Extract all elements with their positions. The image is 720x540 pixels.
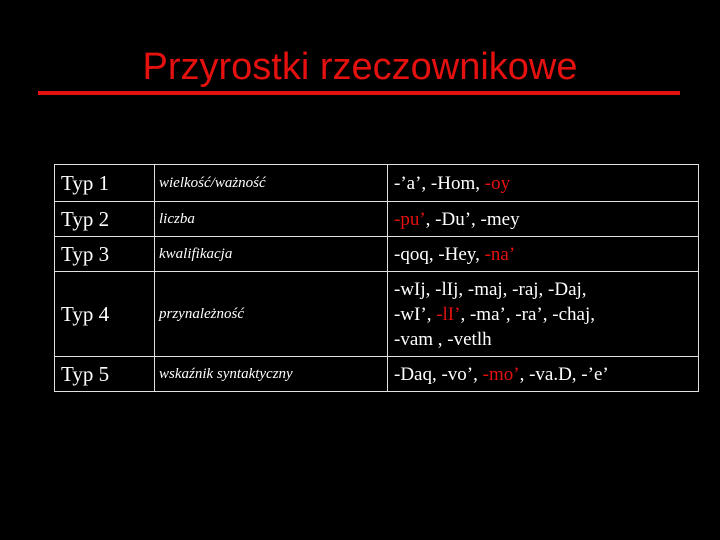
suffix-segment: -’a’, -Hom, <box>394 172 485 194</box>
suffix-segment: -vam , -vetlh <box>394 328 492 350</box>
slide-title: Przyrostki rzeczownikowe <box>142 46 578 88</box>
suffixes-cell <box>388 237 699 272</box>
table-row <box>55 357 699 392</box>
meaning-cell: wielkość/ważność <box>155 165 388 202</box>
suffix-segment: -oy <box>484 172 511 194</box>
suffixes-cell <box>388 165 699 202</box>
type-cell: Typ 4 <box>55 272 155 357</box>
title-underline <box>38 91 680 95</box>
meaning-cell: liczba <box>155 202 388 237</box>
suffix-segment: , -ma’, -ra’, -chaj, <box>460 303 595 325</box>
type-cell: Typ 1 <box>55 165 155 202</box>
suffix-segment: -mo’ <box>482 363 520 385</box>
type-cell: Typ 5 <box>55 357 155 392</box>
table-row <box>55 272 699 357</box>
suffix-segment: -na’ <box>484 243 516 265</box>
suffix-segment: -qoq, -Hey, <box>394 243 485 265</box>
suffixes-cell <box>388 272 699 357</box>
table-row <box>55 237 699 272</box>
suffix-table <box>54 164 699 392</box>
meaning-cell: kwalifikacja <box>155 237 388 272</box>
type-cell: Typ 3 <box>55 237 155 272</box>
suffix-segment: , -va.D, -’e’ <box>519 363 609 385</box>
suffix-segment: , -Du’, -mey <box>425 208 520 230</box>
suffix-segment: -pu’ <box>394 208 426 230</box>
suffix-segment: -wI’, <box>394 303 437 325</box>
table-row <box>55 202 699 237</box>
suffix-segment: -lI’ <box>436 303 461 325</box>
suffixes-cell <box>388 202 699 237</box>
suffix-segment: -Daq, -vo’, <box>394 363 483 385</box>
meaning-cell: przynależność <box>155 272 388 357</box>
meaning-cell: wskaźnik syntaktyczny <box>155 357 388 392</box>
suffixes-cell <box>388 357 699 392</box>
suffix-segment: -wIj, -lIj, -maj, -raj, -Daj, <box>394 278 587 300</box>
type-cell: Typ 2 <box>55 202 155 237</box>
table-row <box>55 165 699 202</box>
